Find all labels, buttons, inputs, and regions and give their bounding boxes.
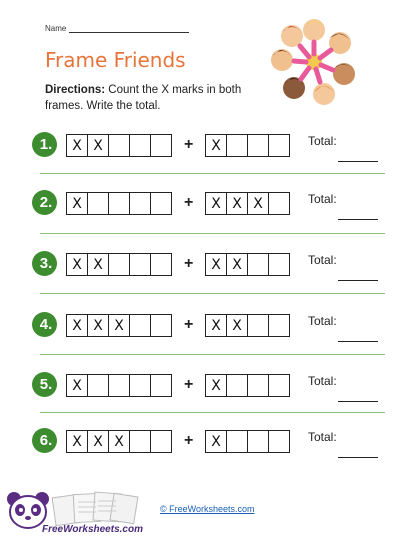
name-label: Name [45, 24, 67, 33]
right-frame [205, 374, 290, 397]
frame-cell: X [109, 315, 130, 336]
right-frame [205, 314, 290, 337]
frame-cell [248, 135, 269, 156]
total-answer-line[interactable] [338, 401, 378, 402]
frame-cell: X [67, 193, 88, 214]
problem-row-1 [30, 132, 385, 172]
plus-sign: + [184, 432, 194, 449]
frame-cell: X [206, 135, 227, 156]
frame-cell: X [67, 315, 88, 336]
frame-cell: X [248, 193, 269, 214]
directions-text: Count the X marks in both frames. Write the total. [45, 84, 242, 112]
frame-cell [248, 375, 269, 396]
frame-cell [248, 431, 269, 452]
problem-row-4 [30, 312, 385, 352]
problem-row-3 [30, 251, 385, 291]
total-label: Total: [308, 253, 337, 267]
frame-cell [109, 193, 130, 214]
problem-number-badge: 4. [32, 312, 57, 337]
right-frame [205, 253, 290, 276]
problem-number-badge: 2. [32, 190, 57, 215]
frame-cell: X [109, 431, 130, 452]
frame-cell [130, 193, 151, 214]
worksheet-stack-icon [50, 490, 140, 526]
problem-number-badge: 1. [32, 132, 57, 157]
child-head-1 [303, 19, 325, 41]
right-frame [205, 134, 290, 157]
frame-cell: X [227, 193, 248, 214]
frame-cell: X [88, 315, 109, 336]
total-label: Total: [308, 430, 337, 444]
children-circle-illustration [268, 16, 360, 108]
frame-cell [109, 375, 130, 396]
frame-cell [151, 254, 171, 275]
problem-row-5 [30, 372, 385, 412]
frame-cell [151, 315, 171, 336]
left-frame [66, 314, 172, 337]
copyright-link[interactable]: © FreeWorksheets.com [160, 504, 255, 514]
frame-cell [269, 254, 289, 275]
problem-number-badge: 6. [32, 428, 57, 453]
frame-cell: X [67, 135, 88, 156]
page-title: Frame Friends [45, 48, 186, 72]
plus-sign: + [184, 316, 194, 333]
frame-cell [130, 375, 151, 396]
frame-cell: X [227, 315, 248, 336]
left-frame [66, 134, 172, 157]
frame-cell [248, 254, 269, 275]
frame-cell: X [67, 254, 88, 275]
frame-cell [151, 135, 171, 156]
row-separator [40, 412, 385, 413]
frame-cell [130, 431, 151, 452]
frame-cell: X [88, 135, 109, 156]
frame-cell [109, 254, 130, 275]
total-answer-line[interactable] [338, 457, 378, 458]
frame-cell [151, 431, 171, 452]
directions-label: Directions: [45, 84, 106, 96]
row-separator [40, 293, 385, 294]
directions [45, 82, 270, 114]
total-label: Total: [308, 374, 337, 388]
total-answer-line[interactable] [338, 161, 378, 162]
total-label: Total: [308, 192, 337, 206]
name-line [45, 24, 189, 33]
right-frame [205, 192, 290, 215]
frame-cell: X [206, 375, 227, 396]
right-frame [205, 430, 290, 453]
total-answer-line[interactable] [338, 219, 378, 220]
frame-cell [269, 431, 289, 452]
frame-cell [227, 375, 248, 396]
row-separator [40, 354, 385, 355]
frame-cell [130, 315, 151, 336]
child-head-3 [333, 63, 355, 85]
problem-number-badge: 5. [32, 372, 57, 397]
frame-cell [151, 375, 171, 396]
frame-cell [151, 193, 171, 214]
frame-cell [88, 193, 109, 214]
frame-cell [227, 431, 248, 452]
left-frame [66, 253, 172, 276]
row-separator [40, 173, 385, 174]
frame-cell: X [206, 193, 227, 214]
frame-cell: X [206, 315, 227, 336]
frame-cell: X [67, 431, 88, 452]
frame-cell [130, 254, 151, 275]
frame-cell: X [206, 254, 227, 275]
frame-cell [269, 315, 289, 336]
problem-row-6 [30, 428, 385, 468]
problem-row-2 [30, 190, 385, 230]
total-answer-line[interactable] [338, 341, 378, 342]
plus-sign: + [184, 194, 194, 211]
site-logo: FreeWorksheets.com [42, 524, 143, 535]
frame-cell [269, 193, 289, 214]
frame-cell [248, 315, 269, 336]
frame-cell [130, 135, 151, 156]
total-answer-line[interactable] [338, 280, 378, 281]
child-head-6 [271, 49, 293, 71]
left-frame [66, 192, 172, 215]
child-head-4 [313, 83, 335, 105]
frame-cell [88, 375, 109, 396]
frame-cell: X [206, 431, 227, 452]
total-label: Total: [308, 134, 337, 148]
left-frame [66, 374, 172, 397]
frame-cell: X [88, 431, 109, 452]
name-blank[interactable] [69, 24, 189, 33]
frame-cell [109, 135, 130, 156]
frame-cell: X [67, 375, 88, 396]
frame-cell [227, 135, 248, 156]
plus-sign: + [184, 255, 194, 272]
left-frame [66, 430, 172, 453]
total-label: Total: [308, 314, 337, 328]
frame-cell [269, 135, 289, 156]
row-separator [40, 233, 385, 234]
frame-cell [269, 375, 289, 396]
frame-cell: X [88, 254, 109, 275]
plus-sign: + [184, 376, 194, 393]
plus-sign: + [184, 136, 194, 153]
frame-cell: X [227, 254, 248, 275]
problem-number-badge: 3. [32, 251, 57, 276]
